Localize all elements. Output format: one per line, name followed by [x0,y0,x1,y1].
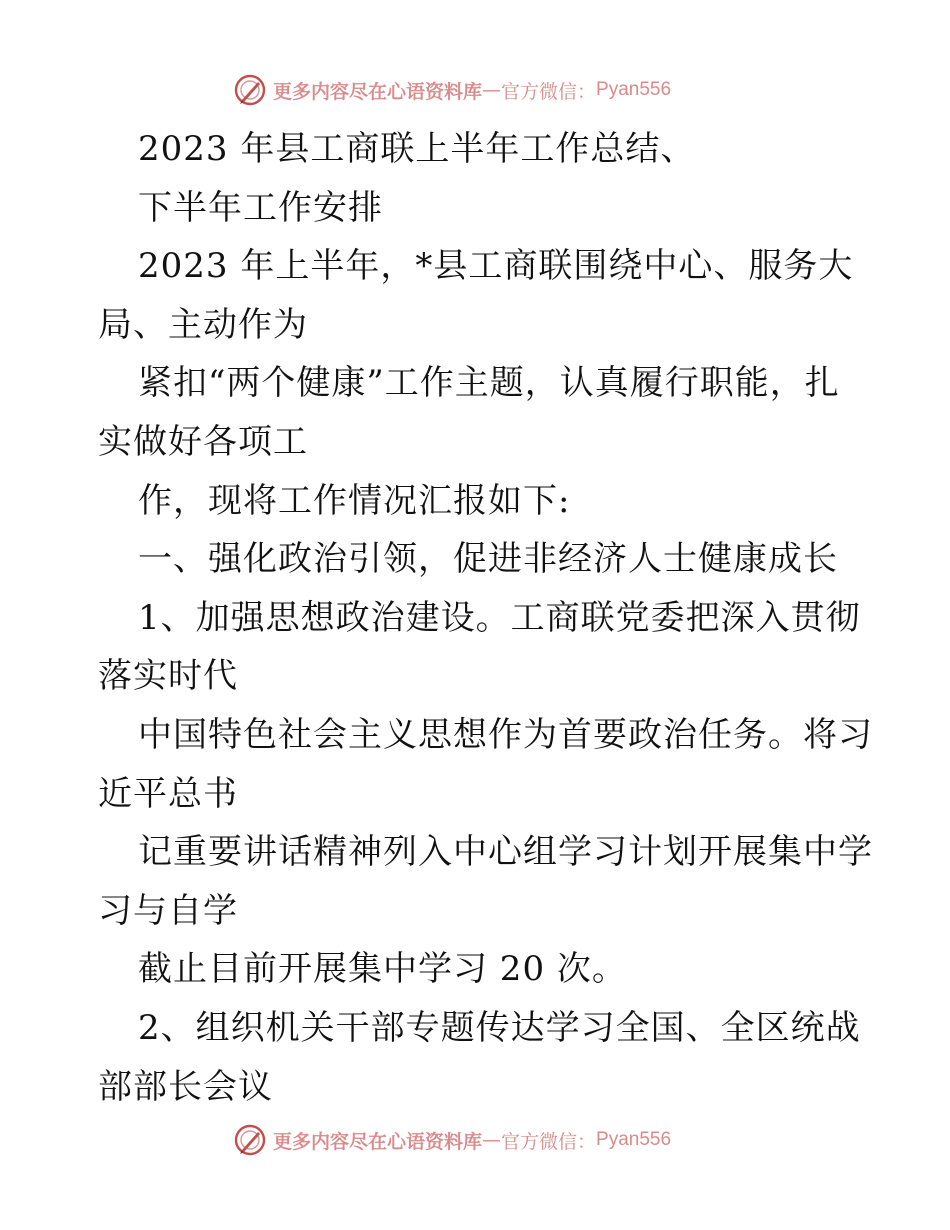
text-line: 截止目前开展集中学习 20 次。 [138,949,627,990]
watermark-wechat-label: 官方微信： [501,1130,597,1153]
section-heading: 一、强化政治引领，促进非经济人士健康成长 [138,539,838,580]
watermark-wechat-label: 官方微信： [501,80,597,103]
text-line: 中国特色社会主义思想作为首要政治任务。将习 [138,714,873,755]
watermark-separator: — [482,1129,502,1151]
watermark-wechat-id: Pyan556 [596,79,672,100]
document-body [98,120,873,1116]
watermark-text: 更多内容尽在心语资料库 [273,80,483,103]
watermark-text: 更多内容尽在心语资料库 [273,1130,483,1153]
watermark-banner-top [233,72,753,108]
text-line: 近平总书 [98,773,238,814]
pen-logo-icon [233,73,267,107]
watermark-wechat-id: Pyan556 [596,1129,672,1150]
text-line: 2、组织机关干部专题传达学习全国、全区统战 [138,1007,861,1048]
watermark-separator: — [482,79,502,101]
text-line: 下半年工作安排 [138,187,383,228]
text-line: 2023 年县工商联上半年工作总结、 [138,129,696,169]
text-line: 部部长会议 [98,1066,273,1107]
text-line: 2023 年上半年，*县工商联围绕中心、服务大 [138,246,854,287]
watermark-banner-bottom [233,1122,753,1158]
text-line: 局、主动作为 [98,304,308,345]
text-line: 习与自学 [98,890,238,931]
text-line: 实做好各项工 [98,421,308,462]
text-line: 1、加强思想政治建设。工商联党委把深入贯彻 [138,597,861,638]
text-line: 作，现将工作情况汇报如下: [138,480,571,521]
pen-logo-icon [233,1123,267,1157]
text-line: 记重要讲话精神列入中心组学习计划开展集中学 [138,832,873,873]
text-line: 紧扣“两个健康”工作主题，认真履行职能，扎 [138,363,840,404]
text-line: 落实时代 [98,656,238,697]
